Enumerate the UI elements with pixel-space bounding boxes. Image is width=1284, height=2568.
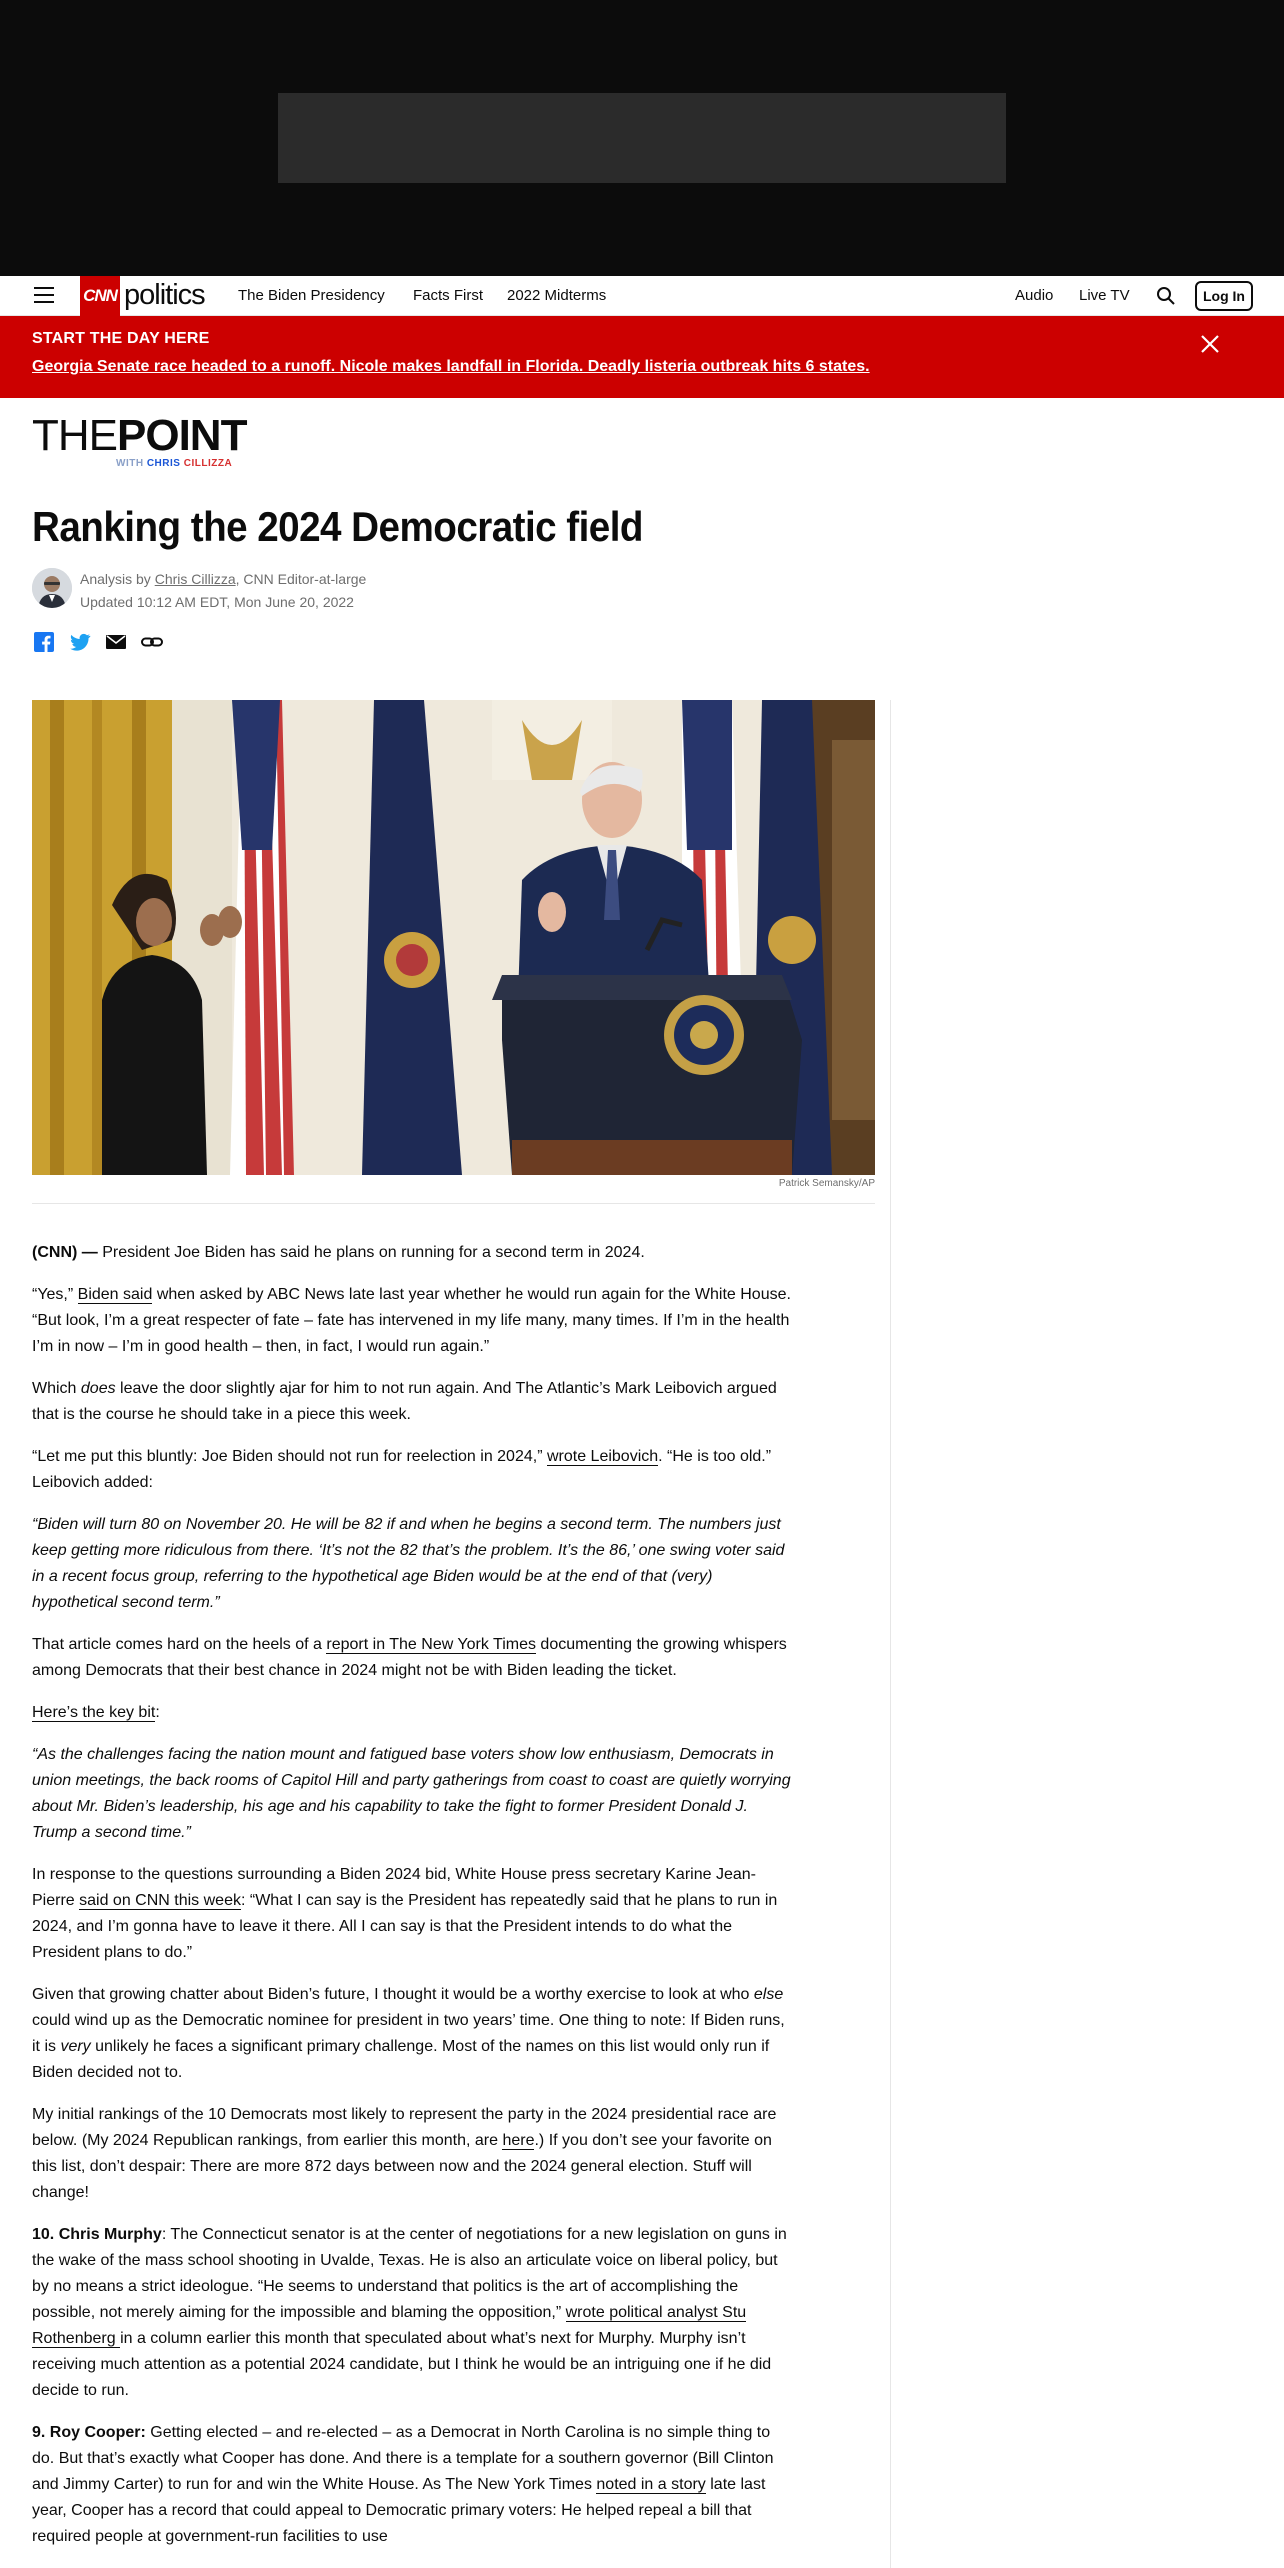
paragraph-13-text: late last year, Cooper has a record that could appeal to Democratic primary voters: He helped repeal a bill that required people at government-run facilities to use [32, 2476, 766, 2545]
nav-link-live-tv[interactable]: Live TV [1079, 287, 1130, 304]
paragraph-13-lead: Getting elected – and re-elected – as a Democrat in North Carolina is no simple thing to do. But that’s exactly what Cooper has done. And there is a template for a southern governor (Bill Clinton and Jimmy Carter) to run for and win the White House. As The New York Times [32, 2424, 774, 2493]
link-said-on-cnn[interactable]: said on CNN this week [79, 1892, 241, 1909]
logo-the: THE [32, 411, 117, 460]
paragraph-11 [32, 2102, 792, 2206]
paragraph-2-text: when asked by ABC News late last year whether he would run again for the White House. “But look, I’m a great respecter of fate – fate has intervened in my life many, many times. If I’m in the health I’m in now – I’m in good health – then, in fact, I would run again.” [32, 1286, 791, 1355]
paragraph-4-lead: “Let me put this bluntly: Joe Biden should not run for reelection in 2024,” [32, 1448, 547, 1465]
top-nav [0, 276, 1284, 316]
image-caption: Patrick Semansky/AP [778, 1178, 875, 1189]
paragraph-4 [32, 1444, 792, 1496]
nav-link-audio[interactable]: Audio [1015, 287, 1054, 304]
paragraph-6 [32, 1632, 792, 1684]
paragraph-11-lead: My initial rankings of the 10 Democrats most likely to represent the party in the 2024 presidential race are below. (My 2024 Republican rankings, from earlier this month, are [32, 2106, 777, 2149]
quote-leibovich: “Biden will turn 80 on November 20. He will be 82 if and when he begins a second term. The numbers just keep getting more ridiculous from there. ‘It’s not the 82 that’s the problem. It’s the 86,’ one swing voter said in a recent focus group, referring to the hypothetical age Biden would be at the end of that (very) hypothetical second term.” [32, 1516, 785, 1611]
nav-link-facts-first[interactable]: Facts First [413, 287, 483, 304]
banner-headline-link[interactable]: Georgia Senate race headed to a runoff. Nicole makes landfall in Florida. Deadly listeria outbreak hits 6 states. [32, 358, 870, 375]
nav-link-2022-midterms[interactable]: 2022 Midterms [507, 287, 607, 304]
link-nyt-report[interactable]: report in The New York Times [326, 1636, 536, 1653]
paragraph-6-lead: That article comes hard on the heels of a [32, 1636, 327, 1653]
ad-placeholder[interactable] [278, 93, 1006, 183]
paragraph-10-lead: Given that growing chatter about Biden’s future, I thought it would be a worthy exercise to look at who [32, 1986, 754, 2003]
paragraph-11-text: .) If you don’t see your favorite on this list, don’t despair: There are more 872 days between now and the 2024 general election. Stuff will change! [32, 2132, 772, 2201]
author-role: , CNN Editor-at-large [235, 571, 367, 587]
avatar[interactable] [32, 568, 72, 608]
paragraph-1 [32, 1240, 792, 1266]
paragraph-12 [32, 2222, 792, 2404]
link-wrote-leibovich[interactable]: wrote Leibovich [546, 1448, 659, 1465]
login-button[interactable]: Log In [1195, 281, 1253, 311]
paragraph-3-text: leave the door slightly ajar for him to not run again. And The Atlantic’s Mark Leibovich argued that is the course he should take in a piece this week. [32, 1380, 777, 1423]
link-key-bit[interactable]: Here’s the key bit [32, 1704, 156, 1721]
paragraph-10-emphasis-1: else [753, 1986, 784, 2003]
paragraph-4-text: . “He is too old.” Leibovich added: [32, 1448, 772, 1491]
breaking-news-banner [0, 316, 1284, 398]
byline-prefix: Analysis by [80, 571, 151, 587]
facebook-icon[interactable] [32, 630, 56, 654]
paragraph-2 [32, 1282, 792, 1360]
ranking-10-label: 10. Chris Murphy [32, 2226, 162, 2243]
ranking-9-label: 9. Roy Cooper: [32, 2424, 146, 2441]
banner-label: START THE DAY HERE [32, 330, 210, 347]
paragraph-3 [32, 1376, 792, 1428]
cnn-logo[interactable]: CNN [80, 276, 120, 316]
paragraph-2-lead: “Yes,” [32, 1286, 74, 1303]
paragraph-10-middle: could wind up as the Democratic nominee for president in two years’ time. One thing to note: If Biden runs, it is [32, 2012, 785, 2055]
hero-divider [32, 1203, 875, 1204]
menu-icon[interactable] [34, 287, 54, 305]
paragraph-12-lead: : The Connecticut senator is at the center of negotiations for a new legislation on guns in the wake of the mass school shooting in Uvalde, Texas. He is also an articulate voice on liberal policy, but by no means a strict ideologue. “He seems to understand that politics is the art of accomplishing the possible, not merely aiming for the impossible and blaming the opposition,” [32, 2226, 787, 2321]
logo-cillizza: CILLIZZA [183, 458, 233, 469]
ad-banner-zone [0, 0, 1284, 276]
paragraph-1-text: President Joe Biden has said he plans on running for a second term in 2024. [97, 1244, 645, 1261]
updated-timestamp: Updated 10:12 AM EDT, Mon June 20, 2022 [80, 594, 354, 610]
quote-nyt: “As the challenges facing the nation mount and fatigued base voters show low enthusiasm, Democrats in union meetings, the back rooms of Capitol Hill and party gatherings from coast to coast are quietly worrying about Mr. Biden’s leadership, his age and his capability to take the fight to former President Donald J. Trump a second time.” [32, 1746, 791, 1841]
paragraph-9-text: : “What I can say is the President has repeatedly said that he plans to run in 2024, and I’m gonna have to leave it there. All I can say is that the President intends to do what the President plans to do.” [32, 1892, 778, 1961]
paragraph-10-text: unlikely he faces a significant primary challenge. Most of the names on this list would only run if Biden decided not to. [32, 2038, 770, 2081]
close-icon[interactable] [1198, 332, 1222, 356]
paragraph-10 [32, 1982, 792, 2086]
logo-chris: CHRIS [146, 458, 181, 469]
politics-logo[interactable]: politics [124, 279, 205, 311]
logo-with: WITH [116, 458, 144, 469]
search-icon[interactable] [1156, 286, 1176, 306]
page-title: Ranking the 2024 Democratic field [32, 503, 643, 550]
the-point-logo[interactable] [32, 411, 262, 474]
rail-divider [890, 700, 891, 2568]
paragraph-6-text: documenting the growing whispers among Democrats that their best chance in 2024 might not be with Biden leading the ticket. [32, 1636, 787, 1679]
nav-link-biden-presidency[interactable]: The Biden Presidency [238, 287, 385, 304]
paragraph-9-lead: In response to the questions surrounding a Biden 2024 bid, White House press secretary Karine Jean-Pierre [32, 1866, 756, 1909]
paragraph-12-text: in a column earlier this month that speculated about what’s next for Murphy. Murphy isn’t receiving much attention as a potential 2024 candidate, but I think he would be an intriguing one if he did decide to run. [32, 2330, 772, 2399]
twitter-icon[interactable] [68, 630, 92, 654]
paragraph-7 [32, 1700, 792, 1726]
email-icon[interactable] [104, 630, 128, 654]
paragraph-7-colon: : [155, 1704, 160, 1721]
paragraph-3-emphasis: does [80, 1380, 116, 1397]
link-stu-rothenberg[interactable]: wrote political analyst Stu Rothenberg [32, 2304, 747, 2347]
hero-image[interactable] [32, 700, 875, 1175]
link-biden-said[interactable]: Biden said [77, 1286, 153, 1303]
link-here[interactable]: here [502, 2132, 535, 2149]
source-label: (CNN) — [32, 1244, 98, 1261]
link-noted-in-story[interactable]: noted in a story [596, 2476, 706, 2493]
paragraph-13 [32, 2420, 792, 2550]
paragraph-10-emphasis-2: very [60, 2038, 91, 2055]
logo-point: POINT [117, 411, 247, 460]
article-body [32, 1240, 792, 2566]
author-link[interactable]: Chris Cillizza [154, 571, 236, 587]
link-icon[interactable] [140, 630, 164, 654]
paragraph-9 [32, 1862, 792, 1966]
paragraph-3-lead: Which [32, 1380, 81, 1397]
